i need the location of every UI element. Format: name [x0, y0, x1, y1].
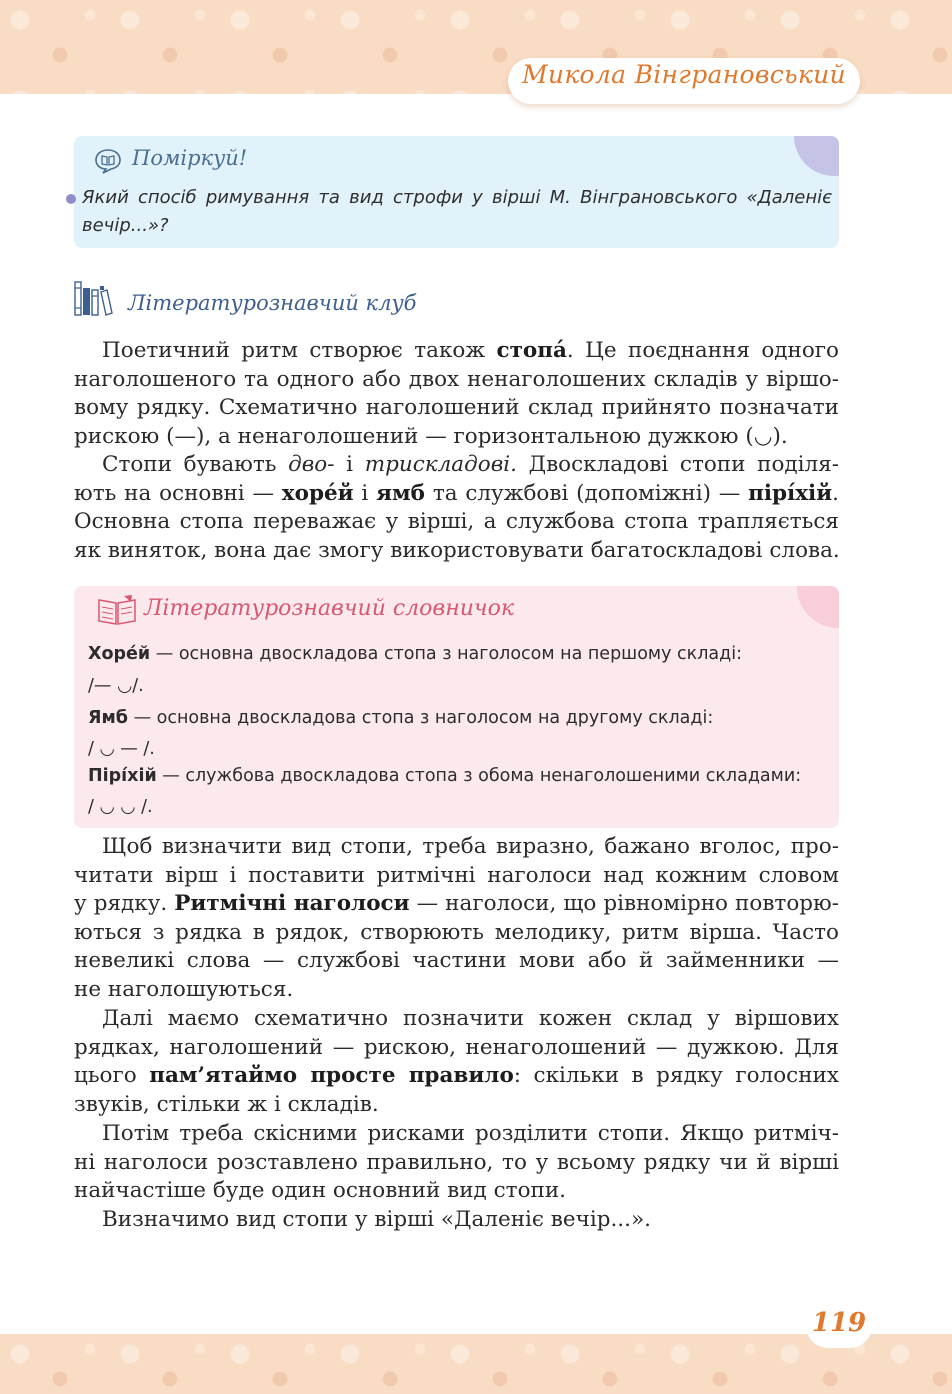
paragraph-mark-syllables [74, 1005, 839, 1119]
text-line: Визначимо вид стопи у вірші «Даленіє вечір...». [102, 1207, 651, 1232]
dictionary-corner-decoration [797, 586, 839, 628]
paragraph-how-to-identify [74, 833, 839, 1005]
paragraph-foot-definition [74, 337, 839, 451]
entry-term: Пірі́хій [88, 766, 157, 786]
dictionary-title: Літературознавчий словничок [144, 596, 514, 621]
chapter-author-name: Микола Вінграновський [522, 60, 846, 89]
text-run: . Це поєднання одного [566, 338, 839, 363]
text-line: вому рядку. Схематично наголошений склад прийнято позначати [74, 395, 839, 421]
text-line: звуків, стільки ж і складів. [74, 1091, 379, 1117]
text-run: та службові (допоміжні) — [425, 480, 749, 506]
term-pirikhii: пірі́хій [748, 480, 833, 506]
text-line: найчастіше буде один основний вид стопи. [74, 1178, 567, 1204]
term-iamb: ямб [376, 480, 426, 506]
text-run: і [353, 480, 377, 506]
bottom-decorative-band [0, 1334, 952, 1394]
open-book-icon [96, 594, 138, 626]
speech-book-icon [94, 148, 122, 174]
text-line: ються з рядка в рядок, створюють мелодику, ритм вірша. Часто [74, 919, 839, 945]
dictionary-scheme: /— ◡/. [88, 676, 144, 696]
text-line: читати вірш і поставити ритмічні наголоси над кожним словом [74, 862, 839, 888]
text-run: ють на основні — [74, 480, 282, 506]
think-question [82, 184, 832, 240]
entry-term: Ямб [88, 708, 128, 728]
term-simple-rule: пам’ятаймо просте правило [149, 1063, 514, 1089]
text-run: у рядку. [74, 891, 175, 917]
text-line [74, 1062, 839, 1091]
text-line: не наголошуються. [74, 976, 294, 1002]
text-line: наголошеного та одного або двох ненаголошених складів у віршо- [74, 366, 839, 392]
club-title: Літературознавчий клуб [128, 291, 417, 315]
dictionary-entry-iamb [88, 708, 828, 728]
text-line [74, 480, 839, 509]
text-line [74, 451, 839, 480]
bullet-icon [66, 194, 76, 204]
dictionary-entry-khorei [88, 644, 828, 664]
entry-term: Хоре́й [88, 644, 151, 664]
text-run: Стопи бувають [102, 452, 289, 477]
books-icon [74, 280, 114, 316]
entry-definition: — основна двоскладова стопа з наголосом на першому складі: [150, 644, 742, 664]
text-line: Основна стопа переважає у вірші, а службова стопа трапляється [74, 509, 839, 535]
text-line: як виняток, вона дає змогу використовувати багатоскладові слова. [74, 537, 840, 563]
text-line: рядках, наголошений — рискою, ненаголошений — дужкою. Для [74, 1034, 839, 1060]
dictionary-scheme: / ◡ — /. [88, 739, 155, 759]
think-box-corner-decoration [794, 136, 839, 176]
think-box [74, 136, 839, 248]
dictionary-entry-pirikhii [88, 766, 828, 786]
text-run: і [334, 452, 365, 477]
text-line: рискою (—), а ненаголошений — горизонтальною дужкою (◡). [74, 423, 788, 449]
term-khorei: хоре́й [281, 480, 354, 506]
think-question-text: Який спосіб римування та вид строфи у вірші М. Вінграновського «Даленіє вечір...»? [82, 187, 832, 236]
text-line [74, 337, 839, 366]
paragraph-divide-feet [74, 1120, 839, 1206]
text-run: Двоскладові стопи поділя- [516, 452, 840, 477]
text-line: Щоб визначити вид стопи, треба виразно, бажано вголос, про- [102, 834, 839, 859]
text-run: : скільки в рядку голосних [513, 1063, 839, 1089]
dictionary-box [74, 586, 839, 828]
entry-definition: — основна двоскладова стопа з наголосом на другому складі: [128, 708, 714, 728]
text-line: ні наголоси розставлено правильно, то у всьому рядку чи й вірші [74, 1149, 839, 1175]
paragraph-determine [74, 1206, 839, 1235]
think-box-title: Поміркуй! [132, 146, 248, 170]
page-number: 119 [811, 1308, 867, 1338]
text-line: невеликі слова — службові частини мови або й займенники — [74, 948, 839, 974]
text-run: Поетичний ритм створює також [102, 338, 497, 363]
text-run: цього [74, 1063, 150, 1089]
text-line [74, 890, 839, 919]
text-run: — наголоси, що рівномірно повторю- [409, 891, 840, 917]
entry-definition: — службова двоскладова стопа з обома ненаголошеними складами: [156, 766, 802, 786]
dictionary-scheme: / ◡ ◡ /. [88, 797, 153, 817]
text-run: . [832, 480, 839, 506]
term-rhythmic-stress: Ритмічні наголоси [174, 891, 410, 917]
term-stopa: стопа́ [496, 338, 567, 363]
term-dvo: дво- [288, 452, 335, 477]
text-line: Далі маємо схематично позначити кожен склад у віршових [102, 1006, 839, 1031]
term-triskladovi: трискладові. [364, 452, 517, 477]
text-line: Потім треба скісними рисками розділити стопи. Якщо ритміч- [102, 1121, 839, 1146]
paragraph-foot-types [74, 451, 839, 565]
